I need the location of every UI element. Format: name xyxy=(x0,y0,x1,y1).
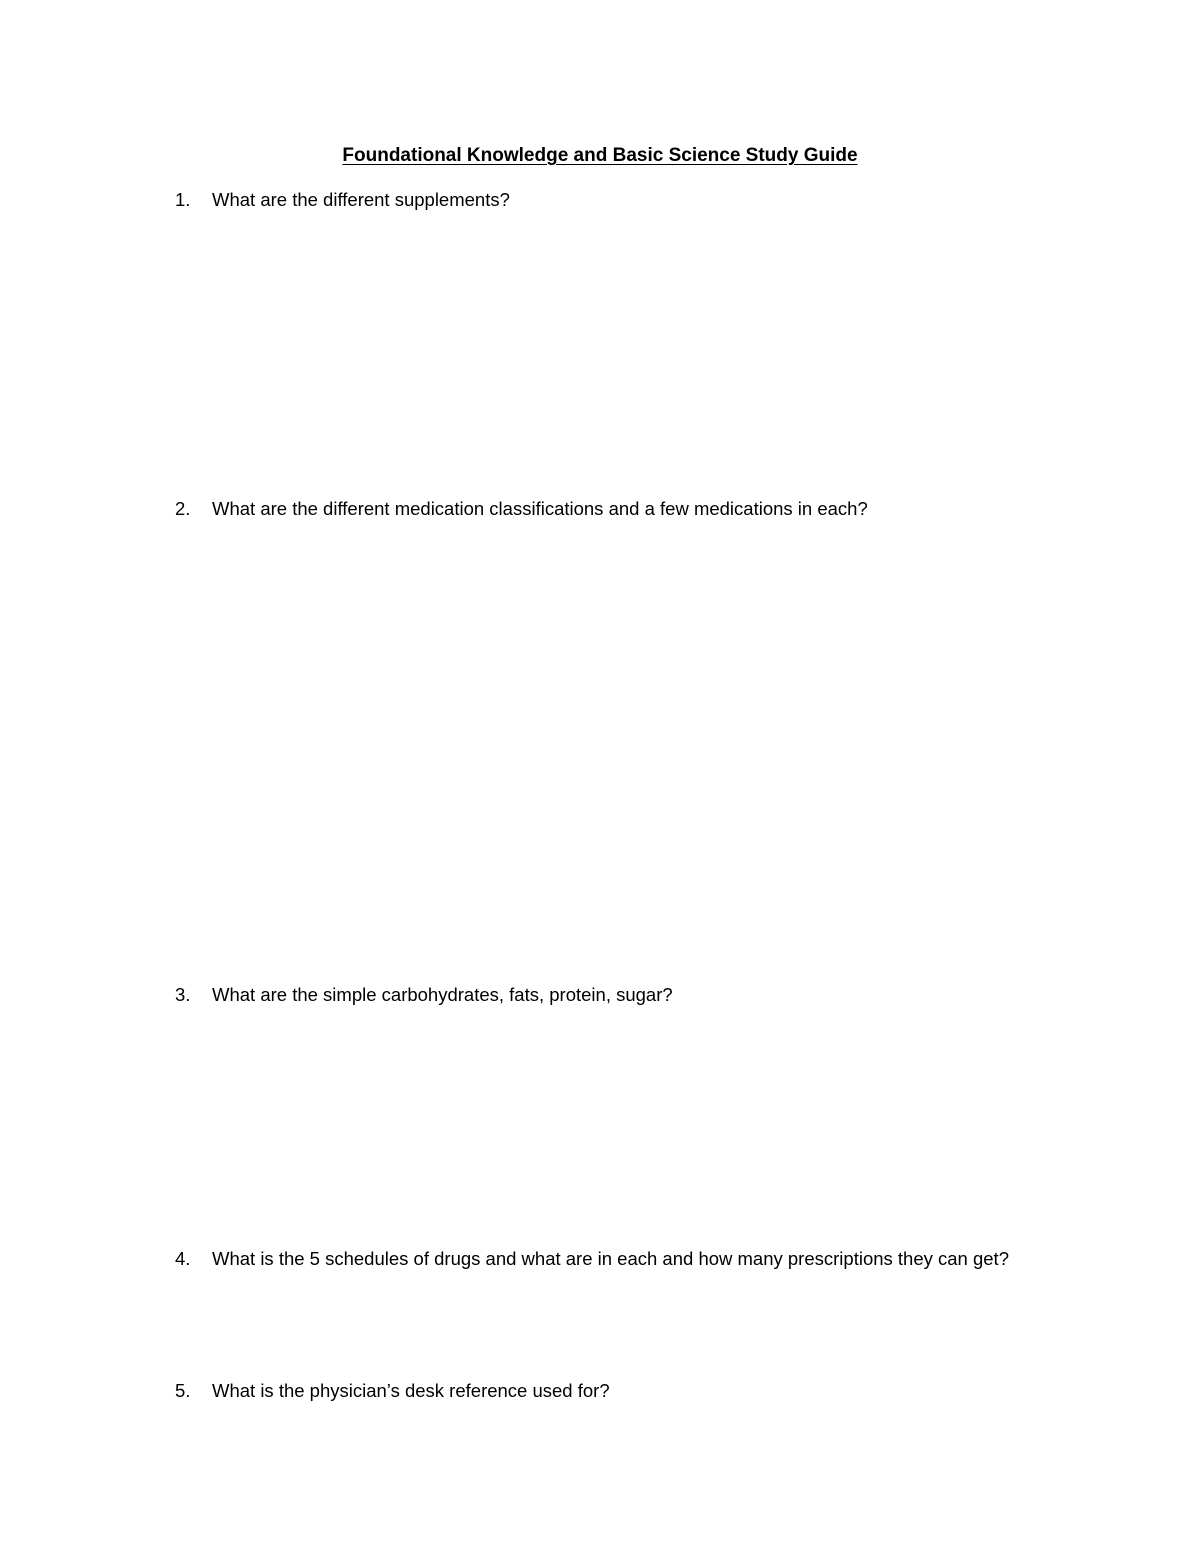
question-number: 2. xyxy=(175,498,191,519)
question-text: What is the 5 schedules of drugs and what are in each and how many prescriptions they can get? xyxy=(212,1248,1009,1269)
question-number: 1. xyxy=(175,189,191,210)
question-item xyxy=(175,497,868,521)
question-item xyxy=(175,1247,1009,1271)
page-title: Foundational Knowledge and Basic Science Study Guide xyxy=(342,145,858,166)
question-item xyxy=(175,1379,610,1403)
question-number: 5. xyxy=(175,1380,191,1401)
question-text: What are the different supplements? xyxy=(212,189,510,210)
question-item xyxy=(175,188,510,212)
question-number: 3. xyxy=(175,984,191,1005)
question-text: What are the simple carbohydrates, fats, protein, sugar? xyxy=(212,984,673,1005)
question-item xyxy=(175,983,673,1007)
question-number: 4. xyxy=(175,1248,191,1269)
question-text: What are the different medication classifications and a few medications in each? xyxy=(212,498,868,519)
question-text: What is the physician’s desk reference used for? xyxy=(212,1380,610,1401)
